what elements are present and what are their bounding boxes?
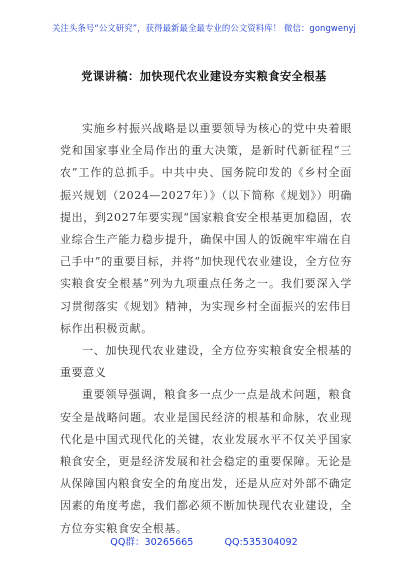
top-banner: 关注头条号“公文研究”，获得最新最全最专业的公文资料库！ 微信：gongwenyj bbox=[52, 23, 356, 33]
footer-contact bbox=[0, 534, 408, 548]
intro-paragraph: 实施乡村振兴战略是以重要领导为核心的党中央着眼党和国家事业全局作出的重大决策，是新时代新征程“三农”工作的总抓手。中共中央、国务院印发的《乡村全面振兴规划（2024—2027年）》（以下简称《规划》）明确提出，到2027年要实现“国家粮食安全根基更加稳固，农业综合生产能力稳步提升，确保中国人的饭碗牢牢端在自己手中”的重要目标，并将“加快现代农业建设，全方位夯实粮食安全根基”列为九项重点任务之一。我们要深入学习贯彻落实《规划》精神，为实现乡村全面振兴的宏伟目标作出积极贡献。 bbox=[60, 122, 352, 335]
footer-qq-group: QQ群：30265665 bbox=[110, 537, 194, 548]
document-body bbox=[60, 118, 352, 540]
document-title: 党课讲稿：加快现代农业建设夯实粮食安全根基 bbox=[81, 70, 327, 83]
footer-qq-number: QQ:535304092 bbox=[224, 537, 298, 548]
section-heading: 一、加快现代农业建设，全方位夯实粮食安全根基的重要意义 bbox=[60, 344, 352, 380]
section-paragraph: 重要领导强调，粮食多一点少一点是战术问题，粮食安全是战略问题。农业是国民经济的根基和命脉，农业现代化是中国式现代化的关键，农业发展水平不仅关乎国家粮食安全，更是经济发展和社会稳定的重要保障。无论是从保障国内粮食安全的角度出发，还是从应对外部不确定因素的角度考虑，我们都必须不断加快现代农业建设，全方位夯实粮食安全根基。 bbox=[60, 388, 352, 535]
